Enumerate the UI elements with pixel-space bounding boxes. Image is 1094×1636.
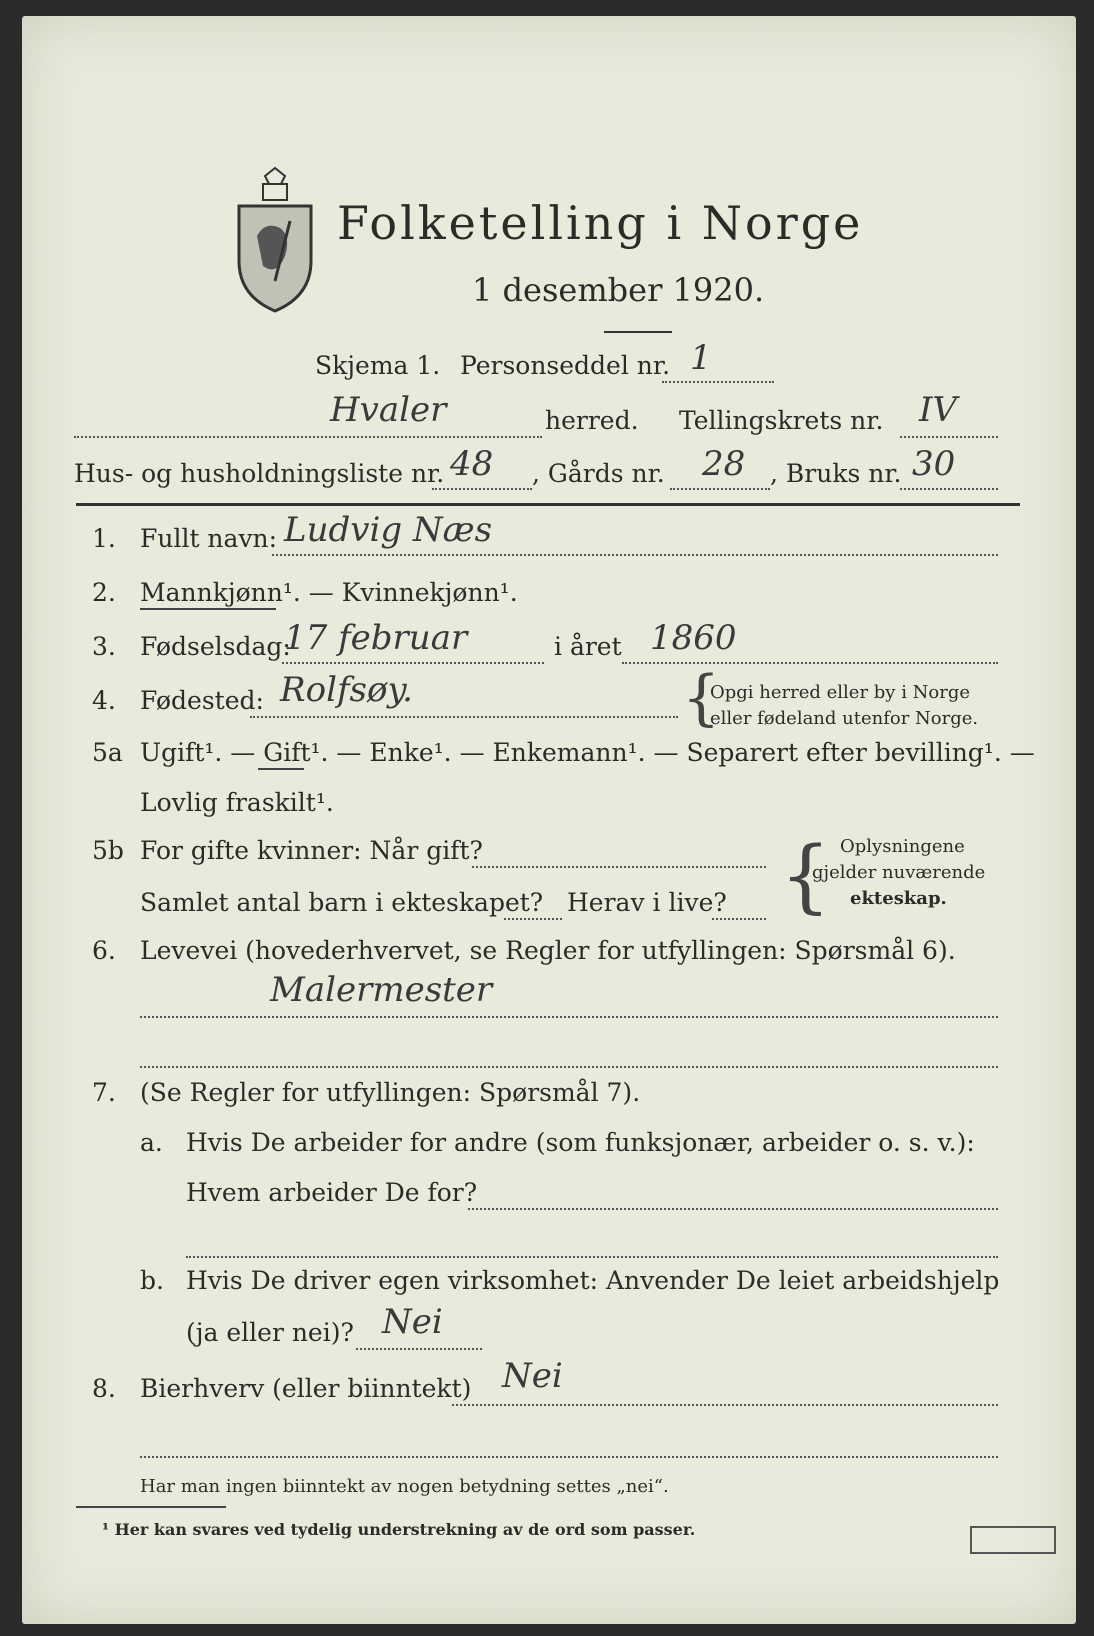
field-5b-brace: { <box>780 829 831 922</box>
field-7b-text-2: (ja eller nei)? <box>186 1318 354 1347</box>
field-8-value: Nei <box>502 1356 563 1396</box>
field-3-label: Fødselsdag: <box>140 632 291 661</box>
field-6-line-1 <box>140 1016 998 1018</box>
herred-value: Hvaler <box>330 390 447 430</box>
coat-of-arms-icon <box>235 166 315 316</box>
field-7a-text: Hvis De arbeider for andre (som funksjonær, arbeider o. s. v.): <box>186 1128 975 1157</box>
field-7a-line-2 <box>186 1256 998 1258</box>
field-7b-text: Hvis De driver egen virksomhet: Anvender De leiet arbeidshjelp <box>186 1266 1000 1295</box>
field-4-value: Rolfsøy. <box>280 670 413 710</box>
field-2-text: Mannkjønn¹. — Kvinnekjønn¹. <box>140 578 518 607</box>
field-8-line-2 <box>140 1456 998 1458</box>
field-3-line <box>282 662 544 664</box>
header-divider <box>76 503 1020 506</box>
field-8-line-1 <box>452 1404 998 1406</box>
field-1-value: Ludvig Næs <box>284 510 493 550</box>
field-3-number: 3. <box>92 632 116 661</box>
field-3-value: 17 februar <box>284 618 468 658</box>
bruks-value: 30 <box>912 444 956 484</box>
field-4-note-2: eller fødeland utenfor Norge. <box>710 708 979 729</box>
gards-value: 28 <box>702 444 746 484</box>
field-5b-line-1 <box>472 866 766 868</box>
gards-line <box>670 488 770 490</box>
field-7b-value: Nei <box>382 1302 443 1342</box>
field-5a-text-2: Lovlig fraskilt¹. <box>140 788 334 817</box>
field-1-label: Fullt navn: <box>140 524 278 553</box>
field-7a-line-1 <box>468 1208 998 1210</box>
bruks-label: , Bruks nr. <box>770 459 902 488</box>
husliste-value: 48 <box>450 444 494 484</box>
field-5a-underline <box>258 768 304 770</box>
gards-label: , Gårds nr. <box>532 459 665 488</box>
title-divider <box>604 331 672 333</box>
field-4-brace: { <box>682 663 721 733</box>
personseddel-line <box>662 381 774 383</box>
skjema-label: Skjema 1. <box>315 351 441 380</box>
field-8-text: Bierhverv (eller biinntekt) <box>140 1374 472 1403</box>
field-7a-text-2: Hvem arbeider De for? <box>186 1178 478 1207</box>
personseddel-label: Personseddel nr. <box>460 351 671 380</box>
field-5b-note-1: Oplysningene <box>840 836 965 857</box>
field-5b-line-3 <box>712 918 766 920</box>
field-6-value: Malermester <box>270 970 493 1010</box>
field-8-number: 8. <box>92 1374 116 1403</box>
tellingskrets-value: IV <box>919 390 957 430</box>
field-5b-line-2 <box>504 918 562 920</box>
field-7-text: (Se Regler for utfyllingen: Spørsmål 7). <box>140 1078 641 1107</box>
personseddel-value: 1 <box>690 338 712 378</box>
herred-label: herred. <box>545 406 639 435</box>
field-5b-label-2: Samlet antal barn i ekteskapet? <box>140 888 544 917</box>
printer-stamp <box>970 1526 1056 1554</box>
footnote: ¹ Her kan svares ved tydelig understrekning av de ord som passer. <box>102 1520 696 1539</box>
bottom-note: Har man ingen biinntekt av nogen betydning settes „nei“. <box>140 1476 669 1497</box>
footnote-divider <box>76 1506 226 1508</box>
herred-line <box>74 436 542 438</box>
husliste-label: Hus- og husholdningsliste nr. <box>74 459 445 488</box>
field-4-label: Fødested: <box>140 686 264 715</box>
field-5b-label-3: Herav i live? <box>567 888 727 917</box>
field-7b-number: b. <box>140 1266 164 1295</box>
field-3-year-line <box>622 662 998 664</box>
field-6-number: 6. <box>92 936 116 965</box>
bruks-line <box>900 488 998 490</box>
form-subtitle: 1 desember 1920. <box>472 271 765 309</box>
field-5b-label-1: For gifte kvinner: Når gift? <box>140 836 483 865</box>
field-5b-number: 5b <box>92 836 124 865</box>
field-3-year-value: 1860 <box>650 618 737 658</box>
field-1-line <box>272 554 998 556</box>
field-2-number: 2. <box>92 578 116 607</box>
tellingskrets-line <box>900 436 998 438</box>
field-4-line <box>250 716 678 718</box>
field-5a-number: 5a <box>92 738 123 767</box>
field-7a-number: a. <box>140 1128 163 1157</box>
field-4-note-1: Opgi herred eller by i Norge <box>710 682 971 703</box>
field-4-number: 4. <box>92 686 116 715</box>
field-5a-text: Ugift¹. — Gift¹. — Enke¹. — Enkemann¹. — Separert efter bevilling¹. — <box>140 738 1035 767</box>
husliste-line <box>432 488 532 490</box>
field-6-text: Levevei (hovederhvervet, se Regler for utfyllingen: Spørsmål 6). <box>140 936 956 965</box>
field-2-underline <box>140 608 276 610</box>
field-7b-line <box>356 1348 482 1350</box>
field-5b-note-3: ekteskap. <box>850 888 947 909</box>
field-1-number: 1. <box>92 524 116 553</box>
field-3-year-label: i året <box>554 632 622 661</box>
form-title: Folketelling i Norge <box>337 196 864 250</box>
census-form <box>22 16 1076 1624</box>
field-5b-note-2: gjelder nuværende <box>812 862 986 883</box>
field-7-number: 7. <box>92 1078 116 1107</box>
field-6-line-2 <box>140 1066 998 1068</box>
tellingskrets-label: Tellingskrets nr. <box>679 406 884 435</box>
